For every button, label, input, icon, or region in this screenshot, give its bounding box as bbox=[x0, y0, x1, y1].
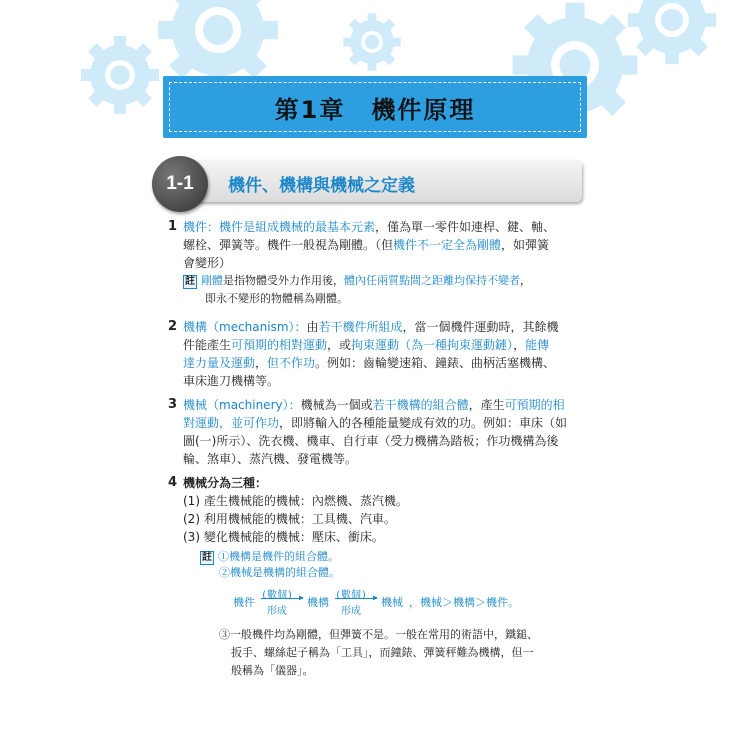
item-3 bbox=[168, 396, 588, 468]
flow-arrow-1 bbox=[261, 598, 303, 599]
highlight-text: 達力量及運動 bbox=[183, 356, 256, 370]
text-line bbox=[183, 236, 588, 254]
body-text: 是指物體受外力作用後， bbox=[223, 274, 344, 287]
body-text: ，僅為單一零件如連桿、鍵、軸、 bbox=[375, 220, 556, 234]
note-line: ③一般機件均為剛體，但彈簧不是。一般在常用的術語中，鐵鎚、 bbox=[219, 628, 538, 641]
text-line bbox=[183, 372, 588, 390]
body-text: 即永不變形的物體稱為剛體。 bbox=[205, 292, 348, 305]
chapter-title: 第1章 機件原理 bbox=[274, 96, 476, 124]
item-body bbox=[183, 318, 588, 390]
sub-item: (1) 產生機械能的機械：內燃機、蒸汽機。 bbox=[183, 494, 408, 508]
text-line bbox=[183, 254, 588, 272]
item-number: 1 bbox=[168, 219, 178, 234]
item-number: 4 bbox=[168, 475, 178, 490]
body-text: 螺栓、彈簧等。機件一般視為剛體。（但 bbox=[183, 238, 394, 252]
section-number: 1-1 bbox=[166, 173, 194, 194]
item-4 bbox=[168, 474, 588, 492]
text-line bbox=[183, 218, 588, 236]
note-line bbox=[205, 290, 588, 308]
text-line bbox=[183, 450, 588, 468]
highlight-text: 體內任兩質點間之距離均保持不變者 bbox=[344, 274, 520, 287]
text-line bbox=[183, 336, 588, 354]
body-text: 會變形） bbox=[183, 256, 232, 270]
flow-bot2: 形成 bbox=[341, 606, 361, 617]
section-number-badge bbox=[152, 156, 208, 212]
note-tag: 註 bbox=[202, 552, 212, 563]
body-text: ， bbox=[513, 338, 526, 352]
body-text: ，產生 bbox=[468, 398, 505, 412]
text-line bbox=[183, 432, 588, 450]
body-text: 由 bbox=[306, 320, 319, 334]
flow-bot1: 形成 bbox=[267, 606, 287, 617]
highlight-text: 剛體 bbox=[201, 274, 223, 287]
text-line bbox=[183, 414, 588, 432]
note-tag: 註 bbox=[185, 276, 195, 287]
body-text: ，當一個機件運動時，其餘機 bbox=[402, 320, 559, 334]
item-body bbox=[183, 218, 588, 272]
note-general bbox=[219, 626, 589, 680]
body-text: ， bbox=[520, 274, 531, 287]
text-line bbox=[183, 396, 588, 414]
highlight-text: 但不作功 bbox=[267, 356, 316, 370]
flow-c: 機械 bbox=[381, 596, 403, 609]
highlight-text: 拘束運動（為一種拘束運動鏈） bbox=[351, 338, 514, 352]
section-title: 機件、機構與機械之定義 bbox=[228, 176, 415, 196]
item-number: 3 bbox=[168, 397, 178, 412]
flow-arrow-2 bbox=[335, 598, 377, 599]
highlight-text: 機件是組成機械的最基本元素 bbox=[219, 220, 376, 234]
body-text: 車床進刀機構等。 bbox=[183, 374, 280, 388]
body-text: ，或 bbox=[327, 338, 352, 352]
flow-b: 機構 bbox=[307, 596, 329, 609]
highlight-text: 機件不一定全為剛體 bbox=[393, 238, 502, 252]
text-line bbox=[183, 354, 588, 372]
note-line: 般稱為「儀器」。 bbox=[231, 664, 314, 677]
flow-top2: (數個) bbox=[335, 590, 368, 601]
note-rigid-body bbox=[183, 272, 588, 308]
flow-top1: (數個) bbox=[261, 590, 294, 601]
body-text: 機械為一個或 bbox=[300, 398, 373, 412]
flow-tail: ，機械＞機構＞機件。 bbox=[409, 596, 519, 609]
hierarchy-flow bbox=[233, 586, 583, 620]
body-text: 件能產生 bbox=[183, 338, 232, 352]
highlight-text: 可預期的相 bbox=[504, 398, 565, 412]
chapter-title-box bbox=[163, 76, 587, 138]
item-2 bbox=[168, 318, 588, 390]
item-body bbox=[183, 396, 588, 468]
highlight-text: 若干機件所組成 bbox=[318, 320, 403, 334]
highlight-text: 能傳 bbox=[525, 338, 550, 352]
body-text: 。例如：齒輪變速箱、鐘錶、曲柄活塞機構、 bbox=[315, 356, 556, 370]
sub-item: (3) 變化機械能的機械：壓床、衝床。 bbox=[183, 530, 384, 544]
highlight-text: 可預期的相對運動 bbox=[231, 338, 328, 352]
note-line: 扳手、螺絲起子稱為「工具」，而鐘錶、彈簧秤難為機構，但一 bbox=[231, 646, 534, 659]
body-text: ，如彈簧 bbox=[501, 238, 550, 252]
item-1 bbox=[168, 218, 588, 272]
body-text: 圖(一)所示）、洗衣機、機車、自行車（受力機構為踏板；作功機構為後 bbox=[183, 434, 559, 448]
body-text: ， bbox=[255, 356, 268, 370]
item-number: 2 bbox=[168, 319, 178, 334]
highlight-text: 機件： bbox=[183, 220, 220, 234]
note-line: ②機械是機構的組合體。 bbox=[219, 566, 340, 579]
arrow-head-icon: ▶ bbox=[373, 593, 378, 602]
note-text: ①機構是機件的組合體。 bbox=[218, 550, 339, 563]
note-line bbox=[201, 274, 531, 287]
highlight-text: 機構（mechanism）： bbox=[183, 320, 307, 334]
sub-item: (2) 利用機械能的機械：工具機、汽車。 bbox=[183, 512, 396, 526]
text-line bbox=[183, 318, 588, 336]
flow-a: 機件 bbox=[233, 596, 255, 609]
item-heading: 機械分為三種： bbox=[183, 476, 268, 490]
body-text: ，即將輸入的各種能量變成有效的功。例如：車床（如 bbox=[279, 416, 568, 430]
highlight-text: 對運動，並可作功 bbox=[183, 416, 280, 430]
highlight-text: 機械（machinery）： bbox=[183, 398, 301, 412]
body-text: 輪、煞車）、蒸汽機、發電機等。 bbox=[183, 452, 358, 466]
arrow-head-icon: ▶ bbox=[299, 593, 304, 602]
highlight-text: 若干機構的組合體 bbox=[372, 398, 469, 412]
